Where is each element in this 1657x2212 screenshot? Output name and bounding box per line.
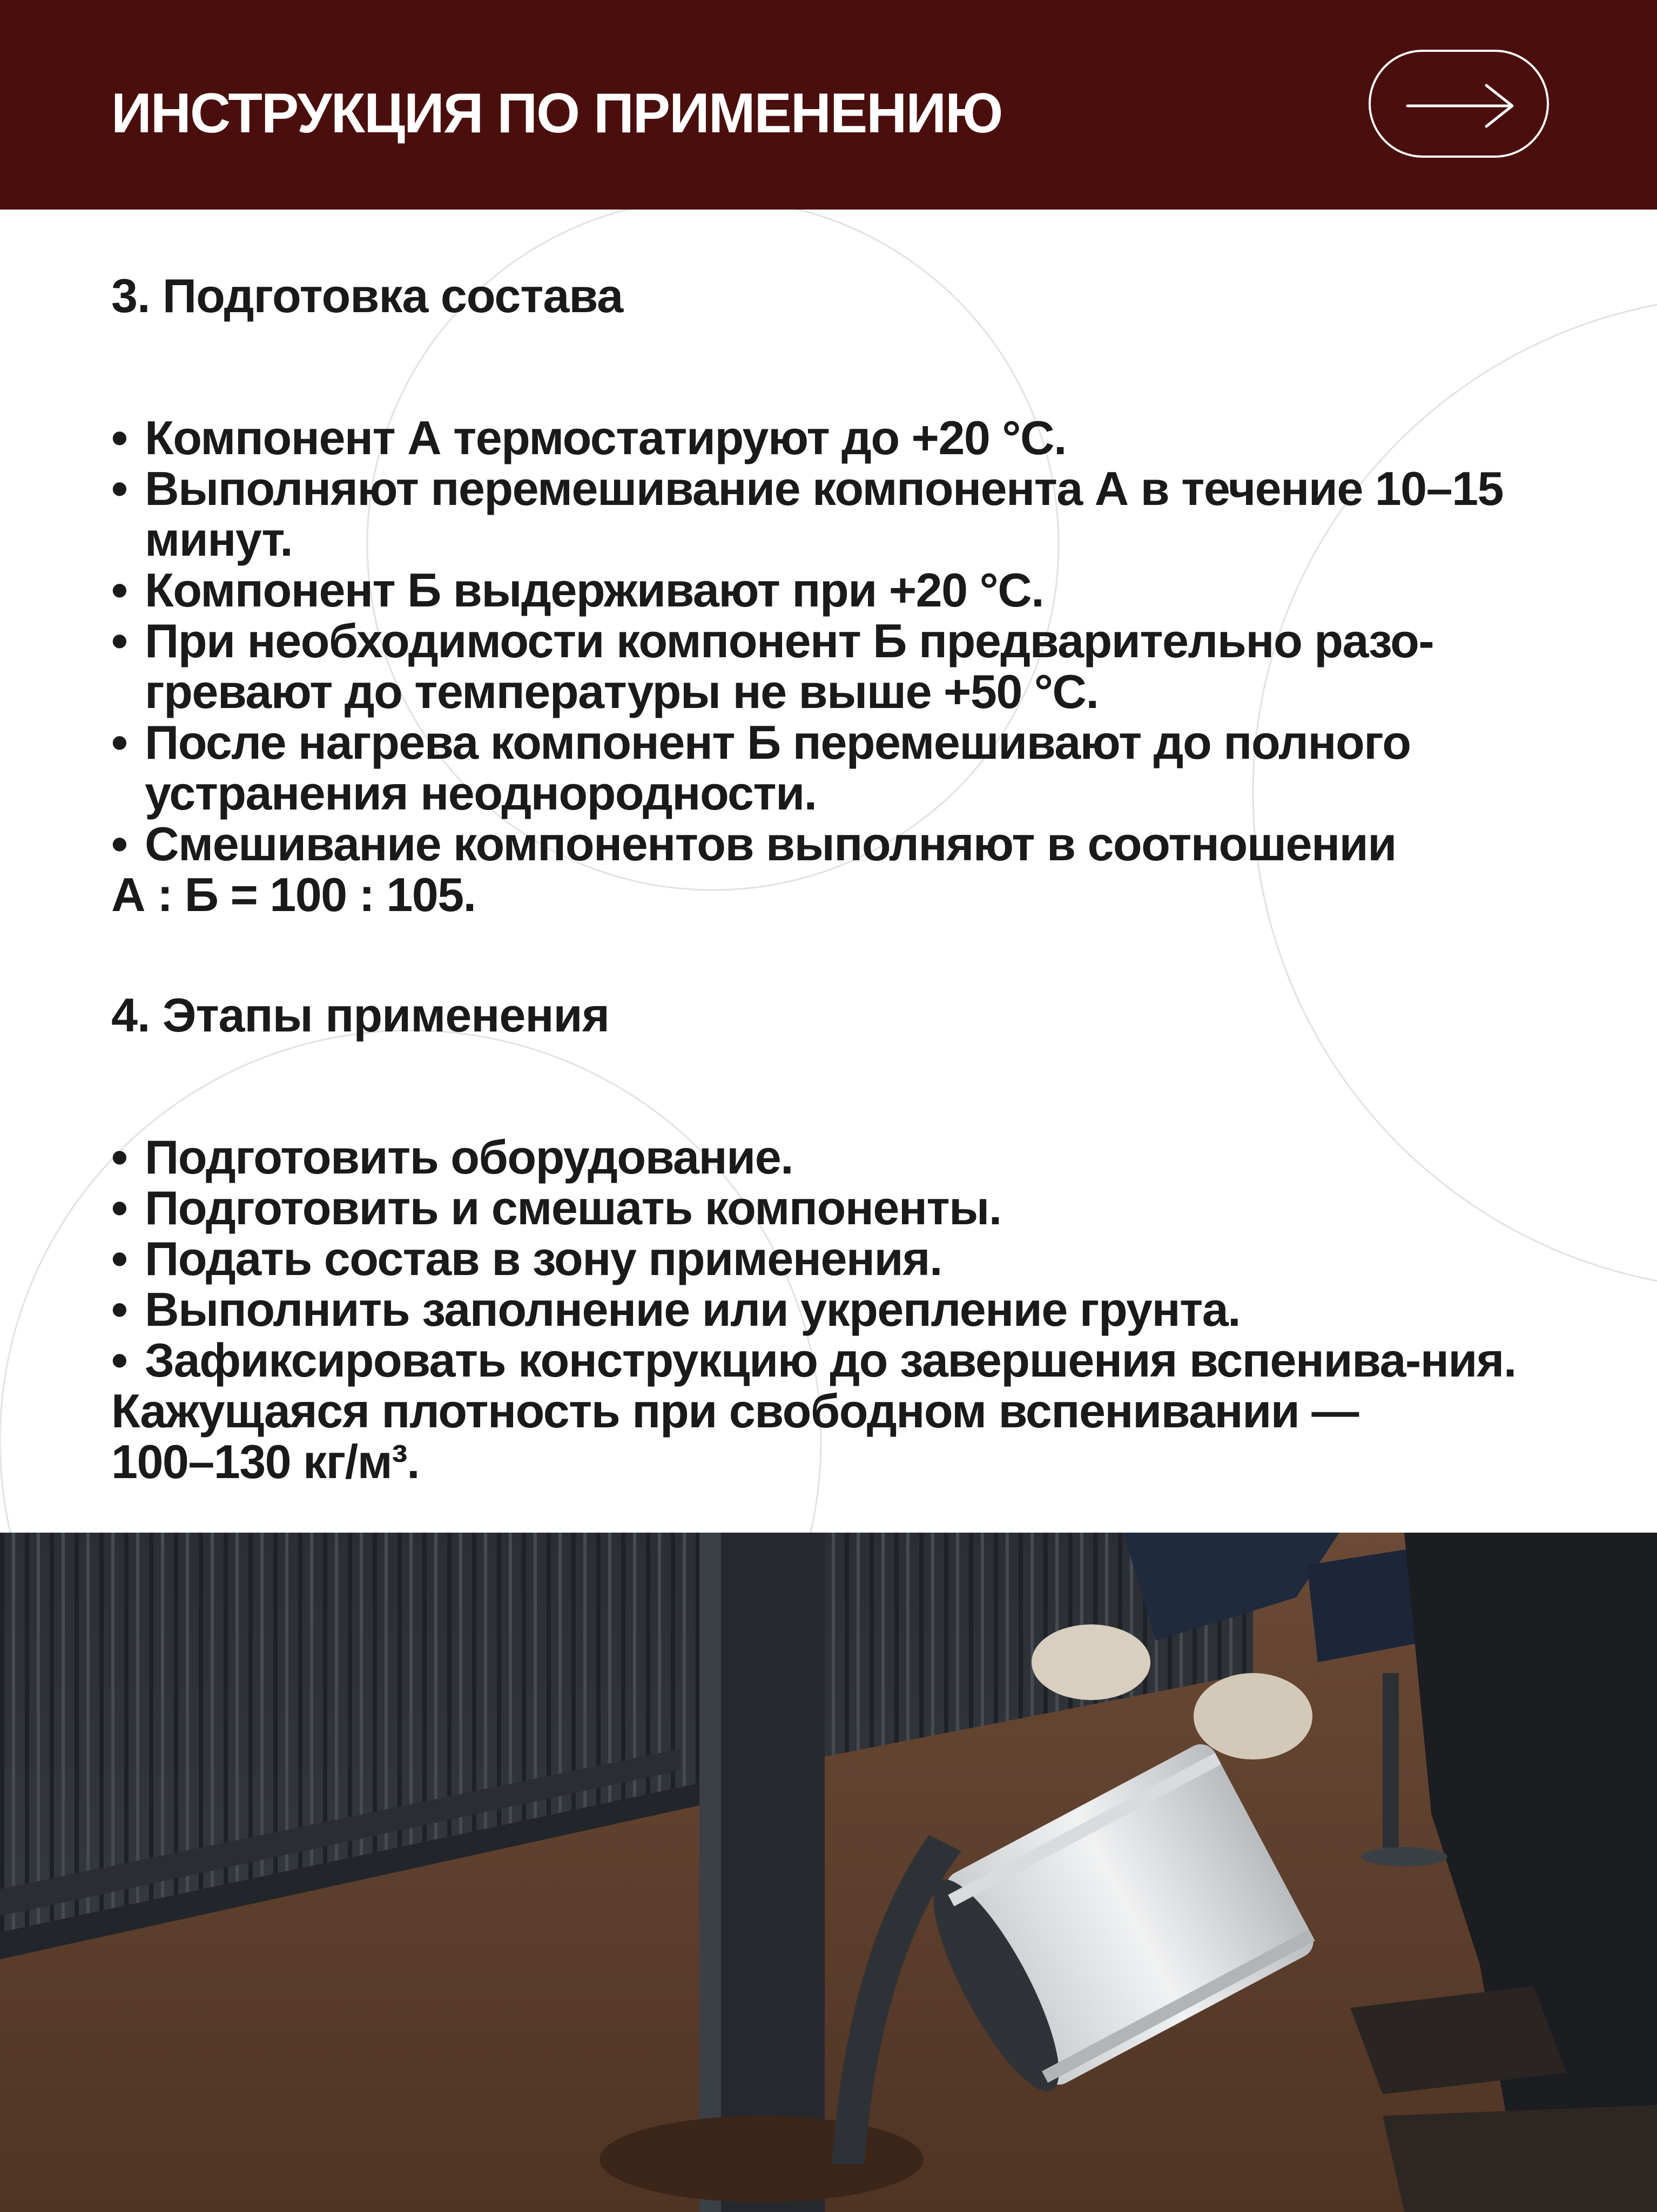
list-item: • После нагрева компонент Б перемешивают до полного устранения неоднородности. [111,717,1548,819]
list-item: • Компонент А термостатируют до +20 °С. [111,413,1548,463]
density-line-2: 100–130 кг/м³. [111,1435,420,1488]
list-item: • При необходимости компонент Б предварительно разо-гревают до температуры не выше +50 °С. [111,616,1548,717]
header-bar [0,0,1657,210]
density-line-1: Кажущаяся плотность при свободном вспенивании — [111,1384,1358,1438]
section-3-list [111,413,1548,869]
arrow-right-icon [1405,82,1517,130]
section-4-title: 4. Этапы применения [111,988,609,1042]
section-4-list [111,1132,1548,1386]
list-item: • Выполняют перемешивание компонента А в течение 10–15 минут. [111,463,1548,565]
list-item: • Компонент Б выдерживают при +20 °С. [111,565,1548,616]
page-title: ИНСТРУКЦИЯ ПО ПРИМЕНЕНИЮ [111,82,1002,145]
list-item: • Подготовить и смешать компоненты. [111,1183,1548,1233]
list-item: • Подать состав в зону применения. [111,1233,1548,1284]
instruction-body [111,264,1548,1487]
next-button[interactable] [1369,50,1549,158]
list-item: • Выполнить заполнение или укрепление грунта. [111,1284,1548,1335]
list-item: • Смешивание компонентов выполняют в соотношении [111,819,1548,869]
section-3-title: 3. Подготовка состава [111,269,623,322]
application-photo [0,1533,1657,2212]
list-item: • Подготовить оборудование. [111,1132,1548,1183]
mix-ratio: А : Б = 100 : 105. [111,868,476,921]
list-item: • Зафиксировать конструкцию до завершения вспенива-ния. [111,1335,1548,1386]
